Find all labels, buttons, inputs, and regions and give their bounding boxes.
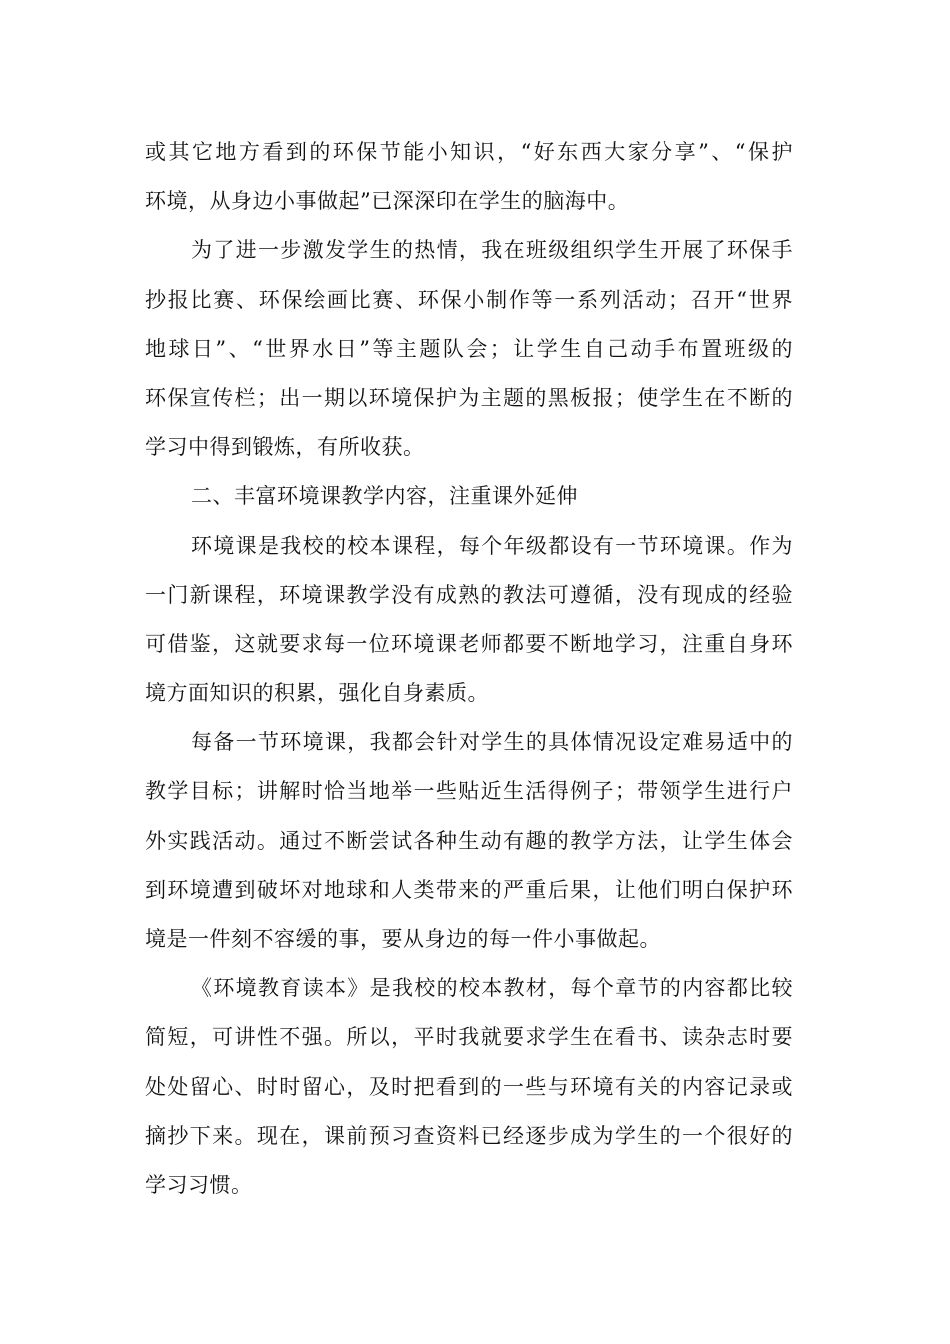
text-line-7: 学习中得到锻炼，有所收获。 <box>145 435 425 460</box>
text-line-6: 环保宣传栏；出一期以环境保护为主题的黑板报；使学生在不断的 <box>145 385 793 410</box>
text-line-10: 一门新课程，环境课教学没有成熟的教法可遵循，没有现成的经验 <box>145 582 793 607</box>
text-line-20: 处处留心、时时留心，及时把看到的一些与环境有关的内容记录或 <box>145 1074 793 1099</box>
text-line-21: 摘抄下来。现在，课前预习查资料已经逐步成为学生的一个很好的 <box>145 1123 793 1148</box>
text-line-16: 到环境遭到破坏对地球和人类带来的严重后果，让他们明白保护环 <box>145 877 793 902</box>
text-line-11: 可借鉴，这就要求每一位环境课老师都要不断地学习，注重自身环 <box>145 631 793 656</box>
text-line-3: 为了进一步激发学生的热情，我在班级组织学生开展了环保手 <box>191 238 793 263</box>
text-line-14: 教学目标；讲解时恰当地举一些贴近生活得例子；带领学生进行户 <box>145 779 793 804</box>
text-line-13: 每备一节环境课，我都会针对学生的具体情况设定难易适中的 <box>191 730 793 755</box>
document-body <box>145 128 793 1210</box>
section-heading: 二、丰富环境课教学内容，注重课外延伸 <box>191 484 578 509</box>
text-line-2: 环境，从身边小事做起”已深深印在学生的脑海中。 <box>145 189 630 214</box>
text-line-19: 简短，可讲性不强。所以，平时我就要求学生在看书、读杂志时要 <box>145 1025 793 1050</box>
text-line-9: 环境课是我校的校本课程，每个年级都设有一节环境课。作为 <box>191 533 793 558</box>
text-line-4: 抄报比赛、环保绘画比赛、环保小制作等一系列活动；召开“世界 <box>145 287 793 312</box>
text-line-12: 境方面知识的积累，强化自身素质。 <box>145 681 489 706</box>
text-line-18: 《环境教育读本》是我校的校本教材，每个章节的内容都比较 <box>191 976 793 1001</box>
text-line-22: 学习习惯。 <box>145 1172 253 1197</box>
text-line-1: 或其它地方看到的环保节能小知识，“好东西大家分享”、“保护 <box>145 140 793 164</box>
text-line-5: 地球日”、“世界水日”等主题队会；让学生自己动手布置班级的 <box>145 336 793 361</box>
text-line-17: 境是一件刻不容缓的事，要从身边的每一件小事做起。 <box>145 927 661 951</box>
text-line-15: 外实践活动。通过不断尝试各种生动有趣的教学方法，让学生体会 <box>145 828 793 853</box>
